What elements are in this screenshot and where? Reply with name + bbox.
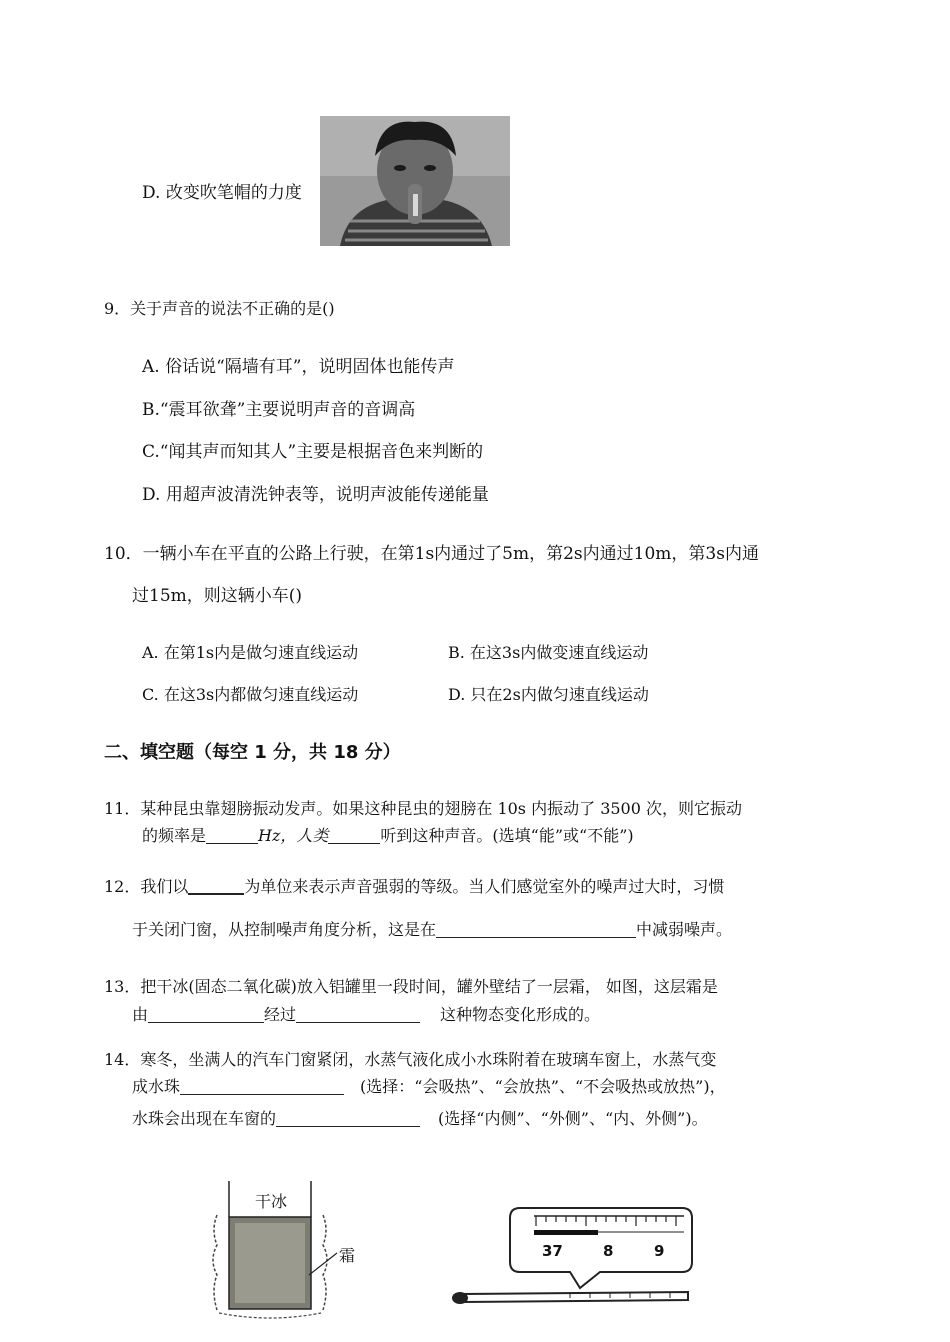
q13-text-b: 经过 bbox=[264, 1005, 297, 1024]
figure-thermometer bbox=[450, 1200, 700, 1310]
q13-text-c: 这种物态变化形成的。 bbox=[440, 1005, 601, 1024]
q12-line2 bbox=[132, 917, 732, 940]
q10-stem-line1: 10．一辆小车在平直的公路上行驶，在第1s内通过了5m，第2s内通过10m，第3s内通 bbox=[104, 544, 759, 564]
q12-blank-location[interactable] bbox=[436, 919, 636, 938]
q9-option-c: C.“闻其声而知其人”主要是根据音色来判断的 bbox=[142, 442, 484, 462]
q10-option-a: A. 在第1s内是做匀速直线运动 bbox=[142, 643, 359, 662]
q13-line1: 13．把干冰(固态二氧化碳)放入铝罐里一段时间，罐外壁结了一层霜， 如图，这层霜是 bbox=[104, 977, 718, 996]
thermometer-tick-37: 37 bbox=[542, 1242, 563, 1260]
label-dry-ice: 干冰 bbox=[255, 1192, 288, 1211]
thermometer-tick-9: 9 bbox=[654, 1242, 665, 1260]
q9-option-d: D. 用超声波清洗钟表等，说明声波能传递能量 bbox=[142, 485, 489, 505]
q12-blank-unit[interactable] bbox=[188, 875, 244, 895]
q12-text-b: 为单位来表示声音强弱的等级。当人们感觉室外的噪声过大时，习惯 bbox=[244, 877, 725, 896]
q8-option-d: D. 改变吹笔帽的力度 bbox=[142, 183, 302, 203]
q12-line1 bbox=[104, 874, 724, 897]
section-title: 二、填空题（每空 1 分，共 18 分） bbox=[104, 742, 401, 763]
child-photo-illustration bbox=[320, 116, 510, 246]
q9-stem: 9．关于声音的说法不正确的是() bbox=[104, 299, 335, 318]
q14-line1: 14．寒冬，坐满人的汽车门窗紧闭，水蒸气液化成小水珠附着在玻璃车窗上，水蒸气变 bbox=[104, 1050, 717, 1069]
q9-option-a: A. 俗话说“隔墙有耳”，说明固体也能传声 bbox=[142, 357, 455, 377]
q11-blank-audible[interactable] bbox=[328, 825, 380, 844]
q14-blank-heat[interactable] bbox=[180, 1076, 344, 1095]
q13-blank-state[interactable] bbox=[148, 1004, 264, 1023]
q9-option-b: B.“震耳欲聋”主要说明声音的音调高 bbox=[142, 400, 416, 420]
q11-line1: 11．某种昆虫靠翅膀振动发声。如果这种昆虫的翅膀在 10s 内振动了 3500 次，则它振动 bbox=[104, 799, 742, 818]
q10-stem-line2: 过15m，则这辆小车() bbox=[132, 586, 303, 606]
q14-text-c: 水珠会出现在车窗的 bbox=[132, 1109, 277, 1128]
q11-text-c: 听到这种声音。(选填“能”或“不能”) bbox=[380, 826, 634, 845]
q11-blank-frequency[interactable] bbox=[206, 825, 258, 844]
q10-option-b: B. 在这3s内做变速直线运动 bbox=[448, 643, 649, 662]
q13-blank-process[interactable] bbox=[296, 1004, 420, 1023]
q14-text-a: 成水珠 bbox=[132, 1077, 181, 1096]
q14-text-d: (选择“内侧”、“外侧”、“内、外侧”)。 bbox=[438, 1109, 708, 1128]
thermometer-tick-8: 8 bbox=[603, 1242, 614, 1260]
q14-text-b: (选择：“会吸热”、“会放热”、“不会吸热或放热”)， bbox=[360, 1077, 726, 1096]
figure-dry-ice-can bbox=[205, 1175, 375, 1325]
q11-text-b: Hz，人类 bbox=[258, 826, 329, 845]
q14-line3 bbox=[132, 1106, 708, 1129]
q10-option-d: D. 只在2s内做匀速直线运动 bbox=[448, 685, 649, 704]
q12-text-c: 于关闭门窗，从控制噪声角度分析，这是在 bbox=[132, 920, 437, 939]
q14-blank-side[interactable] bbox=[276, 1108, 420, 1127]
q11-line2 bbox=[142, 823, 634, 846]
q14-line2 bbox=[132, 1074, 726, 1097]
child-photo bbox=[320, 116, 510, 246]
q12-text-a: 12．我们以 bbox=[104, 877, 189, 896]
q12-text-d: 中减弱噪声。 bbox=[636, 920, 733, 939]
label-frost: 霜 bbox=[339, 1246, 356, 1265]
q13-line2 bbox=[132, 1002, 600, 1025]
q13-text-a: 由 bbox=[132, 1005, 149, 1024]
q10-option-c: C. 在这3s内都做匀速直线运动 bbox=[142, 685, 359, 704]
q11-text-a: 的频率是 bbox=[142, 826, 207, 845]
